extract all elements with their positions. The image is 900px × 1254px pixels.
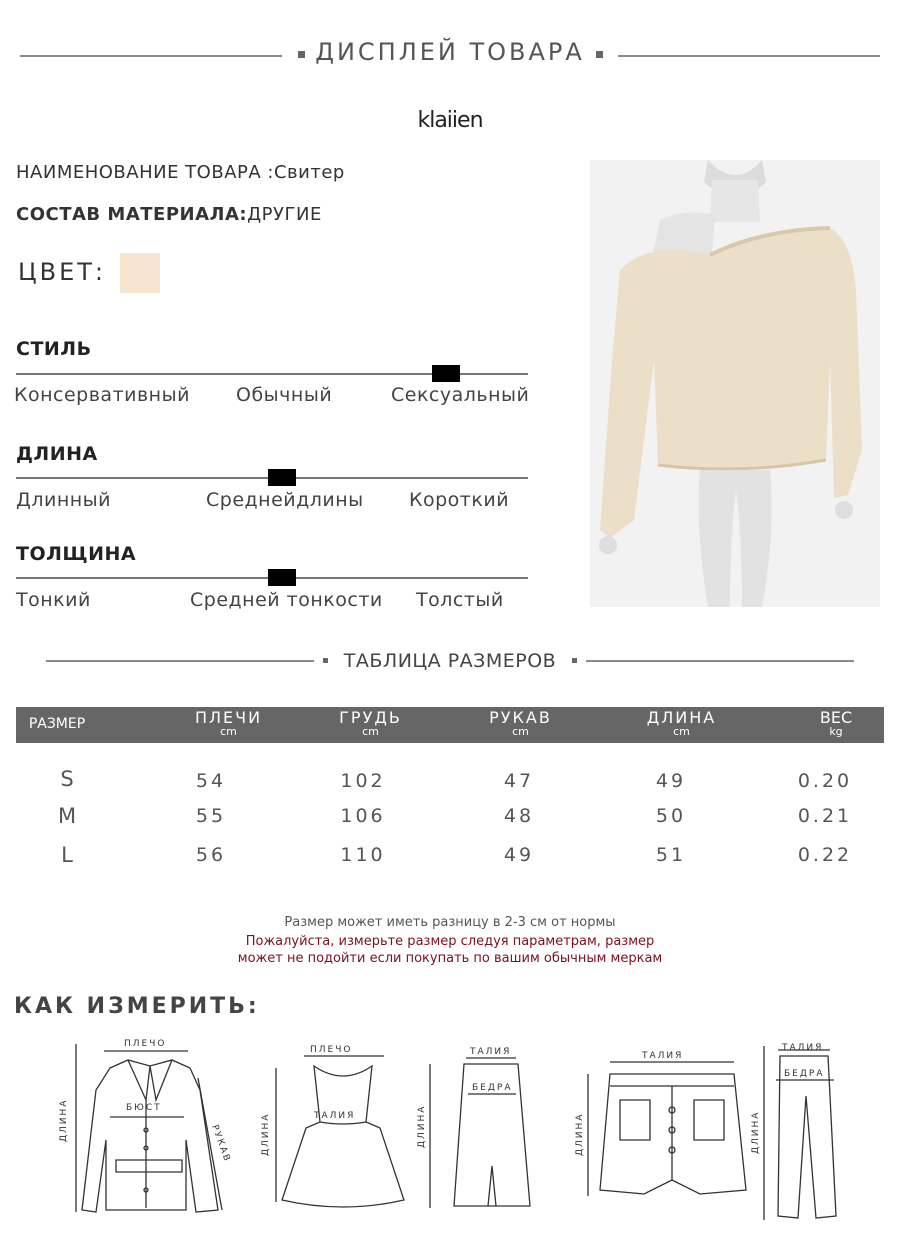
size-table-title: ТАБЛИЦА РАЗМЕРОВ [343,650,557,672]
header-length: ДЛИНА cm [646,708,717,738]
row-m-length: 50 [655,805,687,827]
header-weight: ВЕС kg [819,708,853,738]
row-m-sleeve: 48 [503,805,535,827]
header-bullet-right [596,51,603,58]
jacket-length-label: ДЛИНА [59,1098,69,1142]
page-title: ДИСПЛЕЙ ТОВАРА [315,38,585,66]
row-l-weight: 0.22 [797,844,853,866]
row-m-size: M [57,804,77,828]
dress-waist-label: ТАЛИЯ [314,1111,356,1121]
dress-shoulder-label: ПЛЕЧО [310,1045,353,1055]
row-s-size: S [60,767,74,791]
style-marker [432,365,460,382]
row-l-shoulders: 56 [195,844,227,866]
row-s-sleeve: 47 [503,770,535,792]
skirt-waist-label: ТАЛИЯ [470,1047,512,1057]
shorts-length-label: ДЛИНА [575,1112,585,1156]
dress-length-label: ДЛИНА [261,1112,271,1156]
mannequin-sweater-image [590,160,880,607]
note-warning-line1: Пожалуйста, измерьте размер следуя параметрам, размер [245,934,655,949]
product-photo [590,160,880,607]
row-s-weight: 0.20 [797,770,853,792]
material-label: СОСТАВ МАТЕРИАЛА: [16,204,248,225]
note-size-difference: Размер может иметь разницу в 2-3 см от нормы [284,915,616,930]
how-to-measure-title: КАК ИЗМЕРИТЬ: [14,994,260,1019]
header-chest: ГРУДЬ cm [339,708,402,738]
shorts-diagram [588,1062,746,1196]
row-l-sleeve: 49 [503,844,535,866]
skirt-hips-label: БЕДРА [472,1083,513,1093]
style-title: СТИЛЬ [16,338,92,360]
thickness-label-right: Толстый [416,589,504,611]
product-name: НАИМЕНОВАНИЕ ТОВАРА :Свитер [16,162,345,183]
pants-length-label: ДЛИНА [751,1110,761,1154]
jacket-shoulder-label: ПЛЕЧО [124,1039,167,1049]
pants-hips-label: БЕДРА [784,1069,825,1079]
thickness-label-left: Тонкий [16,589,91,611]
row-s-length: 49 [655,770,687,792]
row-m-chest: 106 [340,805,386,827]
jacket-bust-label: БЮСТ [126,1103,162,1113]
jacket-diagram [76,1044,222,1212]
length-label-mid: Среднейдлины [206,489,364,511]
style-label-left: Консервативный [14,384,190,406]
thickness-label-mid: Средней тонкости [190,589,383,611]
style-label-mid: Обычный [236,384,333,406]
table-title-bullet-right [572,658,577,663]
header-line-right [618,55,880,57]
row-s-chest: 102 [340,770,386,792]
material-row [16,204,322,225]
color-swatch [120,253,160,293]
shorts-waist-label: ТАЛИЯ [642,1051,684,1061]
table-title-line-right [586,660,854,662]
row-l-length: 51 [655,844,687,866]
skirt-length-label: ДЛИНА [417,1104,427,1148]
thickness-title: ТОЛЩИНА [16,543,137,565]
row-m-shoulders: 55 [195,805,227,827]
length-label-right: Короткий [409,489,510,511]
length-label-left: Длинный [16,489,112,511]
size-table-header [16,707,884,743]
material-value: ДРУГИЕ [247,204,322,225]
header-size: РАЗМЕР [28,716,86,732]
measurement-diagrams [0,1030,900,1254]
brand-logo: klaiien [417,108,483,133]
row-l-chest: 110 [340,844,386,866]
note-warning-line2: может не подойти если покупать по вашим обычным меркам [237,951,663,966]
color-label: ЦВЕТ: [18,258,107,286]
row-s-shoulders: 54 [195,770,227,792]
row-m-weight: 0.21 [797,805,853,827]
length-marker [268,469,296,486]
pants-waist-label: ТАЛИЯ [782,1043,824,1053]
length-title: ДЛИНА [16,443,98,465]
jacket-sleeve-label: РУКАВ [209,1123,233,1165]
style-label-right: Сексуальный [391,384,530,406]
skirt-diagram [430,1058,530,1208]
row-l-size: L [61,843,73,867]
header-sleeve: РУКАВ cm [489,708,552,738]
header-shoulders: ПЛЕЧИ cm [194,708,263,738]
thickness-marker [268,569,296,586]
dress-diagram [276,1056,404,1207]
